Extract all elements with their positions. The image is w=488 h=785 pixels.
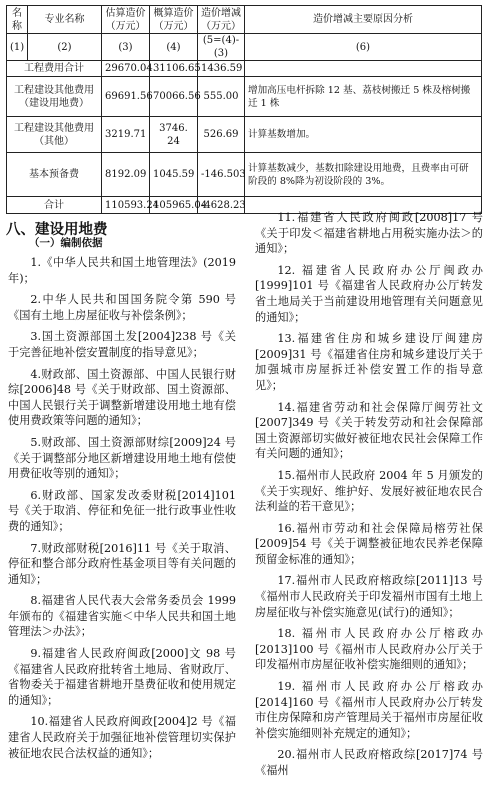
row-budget: 31106.65: [150, 61, 198, 77]
list-item: 14.福建省劳动和社会保障厅闽劳社文[2007]349 号《关于转发劳动和社会保障部国土资源部切实做好被征地农民社会保障工作有关问题的通知》；: [255, 400, 483, 461]
right-column: [255, 210, 483, 785]
row-reason: 计算基数减少，基数扣除建设用地费，且费率由可研阶段的 8%降为初设阶段的 3%。: [245, 153, 482, 197]
row-diff: 526.69: [198, 117, 245, 153]
list-item: 8.福建省人民代表大会常务委员会 1999 年颁布的《福建省实施＜中华人民共和国土地管理法＞办法》；: [8, 594, 236, 639]
row-estimate: 29670.04: [102, 61, 150, 77]
header-cell: 名称: [7, 6, 28, 34]
index-cell: (2): [28, 34, 102, 61]
table-row: [7, 61, 482, 77]
section-heading: 八、建设用地费: [6, 222, 108, 238]
list-item: 13.福建省住房和城乡建设厅闽建房[2009]31 号《福建省住房和城乡建设厅关于加强城市房屋拆迁补偿安置工作的指导意见》；: [255, 332, 483, 392]
list-item: 18. 福州市人民政府办公厅榕政办[2013]100 号《福州市人民政府办公厅关于印发福州市房屋征收补偿实施细则的通知》；: [255, 627, 483, 672]
row-budget: 1045.59: [150, 153, 198, 197]
list-item: 19. 福州市人民政府办公厅榕政办[2014]160 号《福州市人民政府办公厅转发市住房保障和房产管理局关于福州市房屋征收补偿实施细则补充规定的通知》；: [255, 680, 483, 740]
row-name: 工程费用合计: [7, 61, 102, 77]
table-header-row: [7, 6, 482, 34]
list-item: 2.中华人民共和国国务院令第 590 号《国有土地上房屋征收与补偿条例》；: [8, 293, 236, 322]
list-item: 3.国土资源部国土发[2004]238 号《关于完善征地补偿安置制度的指导意见》；: [8, 330, 236, 359]
row-reason: [245, 61, 482, 77]
row-diff: -146.503: [198, 153, 245, 197]
row-name: 合计: [7, 197, 102, 214]
header-cell: 造价增减主要原因分析: [245, 6, 482, 34]
list-item: 11.福建省人民政府闽政[2008]17 号《关于印发＜福建省耕地占用税实施办法＞的通知》；: [255, 211, 483, 256]
index-cell: (3): [102, 34, 150, 61]
header-cell: 概算造价（万元）: [150, 6, 198, 34]
row-reason: 计算基数增加。: [245, 117, 482, 153]
list-item: 9.福建省人民政府闽政[2000]文 98 号《福建省人民政府批转省土地局、省财政厅、省物委关于福建省耕地开垦费征收和使用规定的通知》；: [8, 647, 236, 707]
list-item: 16.福州市劳动和社会保障局榕劳社保[2009]54 号《关于调整被征地农民养老保障预留金标准的通知》；: [255, 521, 483, 566]
header-cell: 估算造价（万元）: [102, 6, 150, 34]
row-diff: 555.00: [198, 77, 245, 117]
row-budget: 3746. 24: [150, 117, 198, 153]
row-name: 基本预备费: [7, 153, 102, 197]
list-item: 17.福州市人民政府榕政综[2011]13 号《福州市人民政府关于印发福州市国有土地上房屋征收与补偿实施意见(试行)的通知》；: [255, 574, 483, 619]
index-cell: (1): [7, 34, 28, 61]
row-diff: 1436.59: [198, 61, 245, 77]
table-row: [7, 153, 482, 197]
index-cell: (5=(4)-(3): [198, 34, 245, 61]
list-item: 7.财政部财税[2016]11 号《关于取消、停征和整合部分政府性基金项目等有关问题的通知》；: [8, 541, 236, 586]
row-estimate: 69691.56: [102, 77, 150, 117]
list-item: 4.财政部、国土资源部、中国人民银行财综[2006]48 号《关于财政部、国土资源部、中国人民银行关于调整新增建设用地土地有偿使用费政策等问题的通知》；: [8, 367, 236, 428]
row-estimate: 110593.24: [102, 197, 150, 214]
left-column: [8, 236, 236, 767]
header-cell: 专业名称: [28, 6, 102, 34]
list-item: 12. 福建省人民政府办公厅闽政办[1999]101 号《福建省人民政府办公厅转发省土地局关于当前建设用地管理有关问题意见的通知》；: [255, 263, 483, 324]
list-item: 20.福州市人民政府榕政综[2017]74 号《福州: [255, 748, 483, 777]
index-cell: (4): [150, 34, 198, 61]
list-item: 5.财政部、国土资源部财综[2009]24 号《关于调整部分地区新增建设用地土地有偿使用费征收等别的通知》；: [8, 435, 236, 481]
list-item: 6.财政部、国家发改委财税[2014]101 号《关于取消、停征和免征一批行政事业性收费的通知》；: [8, 488, 236, 533]
index-cell: (6): [245, 34, 482, 61]
table-row: [7, 117, 482, 153]
row-budget: 70066.56: [150, 77, 198, 117]
table-index-row: [7, 34, 482, 61]
row-diff: -4628.23: [198, 197, 245, 214]
list-item: 1.《中华人民共和国土地管理法》(2019 年)；: [8, 256, 236, 285]
row-name: 工程建设其他费用（其他）: [7, 117, 102, 153]
row-estimate: 8192.09: [102, 153, 150, 197]
row-reason: 增加高压电杆拆除 12 基、荔枝树搬迁 5 株及榕树搬迁 1 株: [245, 77, 482, 117]
row-budget: 105965.04: [150, 197, 198, 214]
list-item: 10.福建省人民政府闽政[2004]2 号《福建省人民政府关于加强征地补偿管理切实保护被征地农民合法权益的通知》；: [8, 715, 236, 760]
cost-comparison-table: [6, 5, 482, 214]
table-row: [7, 77, 482, 117]
subsection-heading: （一）编制依据: [29, 237, 103, 249]
header-cell: 造价增减（万元）: [198, 6, 245, 34]
list-item: 15.福州市人民政府 2004 年 5 月颁发的《关于实现好、维护好、发展好被征地农民合法利益的若干意见》；: [255, 468, 483, 514]
row-estimate: 3219.71: [102, 117, 150, 153]
row-name: 工程建设其他费用（建设用地费）: [7, 77, 102, 117]
